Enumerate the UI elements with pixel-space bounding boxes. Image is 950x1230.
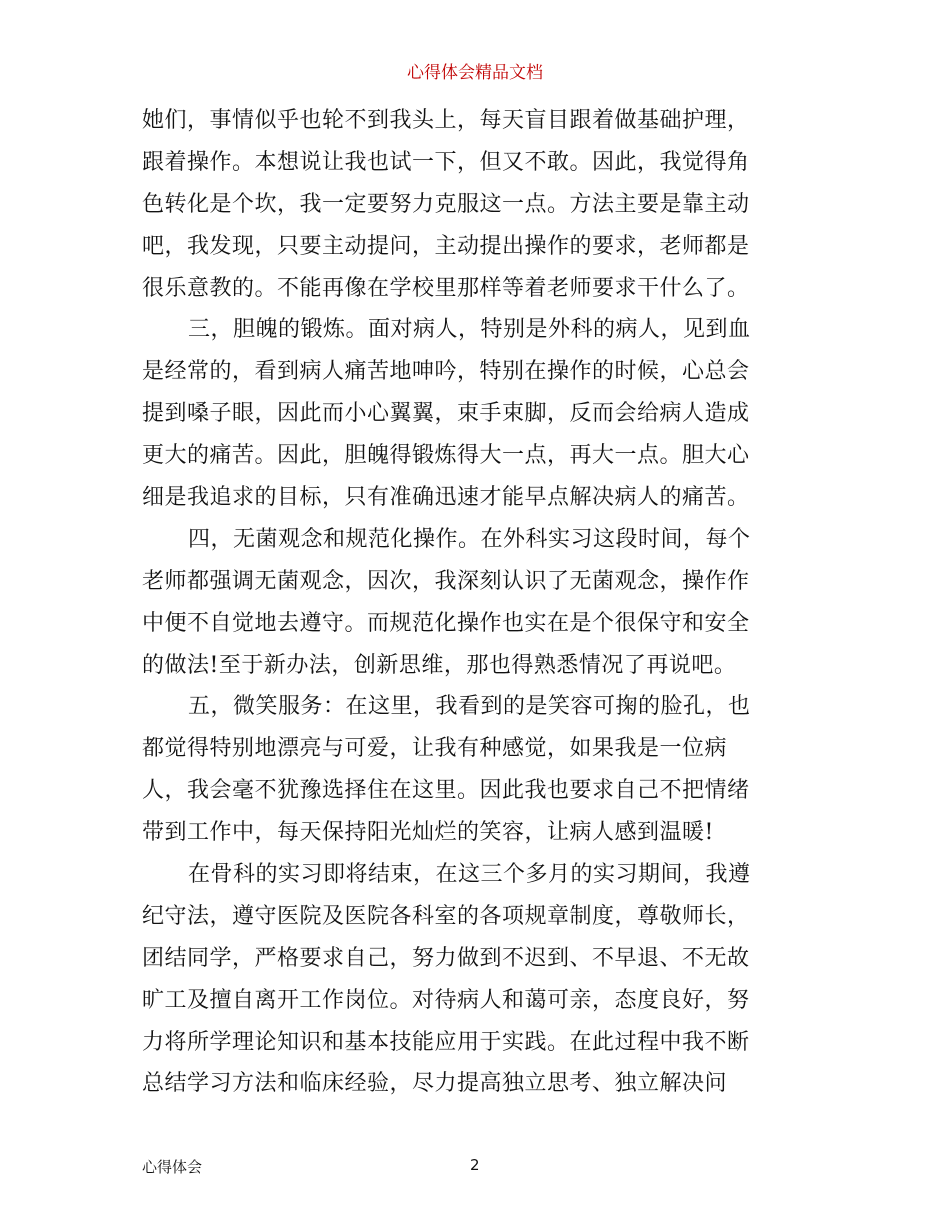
text-line: 带到工作中，每天保持阳光灿烂的笑容，让病人感到温暖!	[142, 820, 714, 846]
text-line: 中便不自觉地去遵守。而规范化操作也实在是个很保守和安全	[142, 610, 750, 636]
text-line: 团结同学，严格要求自己，努力做到不迟到、不早退、不无故	[142, 945, 750, 971]
paragraph-first-line: 三，胆魄的锻炼。面对病人，特别是外科的病人，见到血	[188, 317, 751, 343]
page-number: 2	[470, 1156, 480, 1174]
text-line: 的做法!至于新办法，创新思维，那也得熟悉情况了再说吧。	[142, 652, 737, 678]
text-line: 力将所学理论知识和基本技能应用于实践。在此过程中我不断	[142, 1029, 750, 1055]
text-line: 旷工及擅自离开工作岗位。对待病人和蔼可亲，态度良好，努	[142, 987, 750, 1013]
paragraph-first-line: 五，微笑服务：在这里，我看到的是笑容可掬的脸孔，也	[188, 694, 751, 720]
text-line: 提到嗓子眼，因此而小心翼翼，束手束脚，反而会给病人造成	[142, 401, 750, 427]
text-line: 老师都强调无菌观念，因次，我深刻认识了无菌观念，操作作	[142, 568, 750, 594]
document-header-title: 心得体会精品文档	[407, 63, 543, 83]
text-line: 色转化是个坎，我一定要努力克服这一点。方法主要是靠主动	[142, 191, 750, 217]
text-line: 很乐意教的。不能再像在学校里那样等着老师要求干什么了。	[142, 275, 750, 301]
text-line: 人，我会毫不犹豫选择住在这里。因此我也要求自己不把情绪	[142, 778, 750, 804]
footer-label: 心得体会	[142, 1158, 203, 1176]
text-line: 跟着操作。本想说让我也试一下，但又不敢。因此，我觉得角	[142, 149, 750, 175]
text-line: 总结学习方法和临床经验，尽力提高独立思考、独立解决问	[142, 1071, 728, 1097]
text-line: 她们，事情似乎也轮不到我头上，每天盲目跟着做基础护理，	[142, 108, 750, 133]
paragraph-first-line: 在骨科的实习即将结束，在这三个多月的实习期间，我遵	[188, 862, 751, 888]
text-line: 纪守法，遵守医院及医院各科室的各项规章制度，尊敬师长，	[142, 903, 750, 929]
paragraph-first-line: 四，无菌观念和规范化操作。在外科实习这段时间，每个	[188, 526, 751, 552]
text-line: 更大的痛苦。因此，胆魄得锻炼得大一点，再大一点。胆大心	[142, 443, 750, 469]
text-line: 细是我追求的目标，只有准确迅速才能早点解决病人的痛苦。	[142, 485, 750, 511]
text-line: 都觉得特别地漂亮与可爱，让我有种感觉，如果我是一位病	[142, 736, 728, 762]
document-body	[142, 100, 812, 1105]
text-line: 是经常的，看到病人痛苦地呻吟，特别在操作的时候，心总会	[142, 359, 750, 385]
text-line: 吧，我发现，只要主动提问，主动提出操作的要求，老师都是	[142, 233, 750, 259]
